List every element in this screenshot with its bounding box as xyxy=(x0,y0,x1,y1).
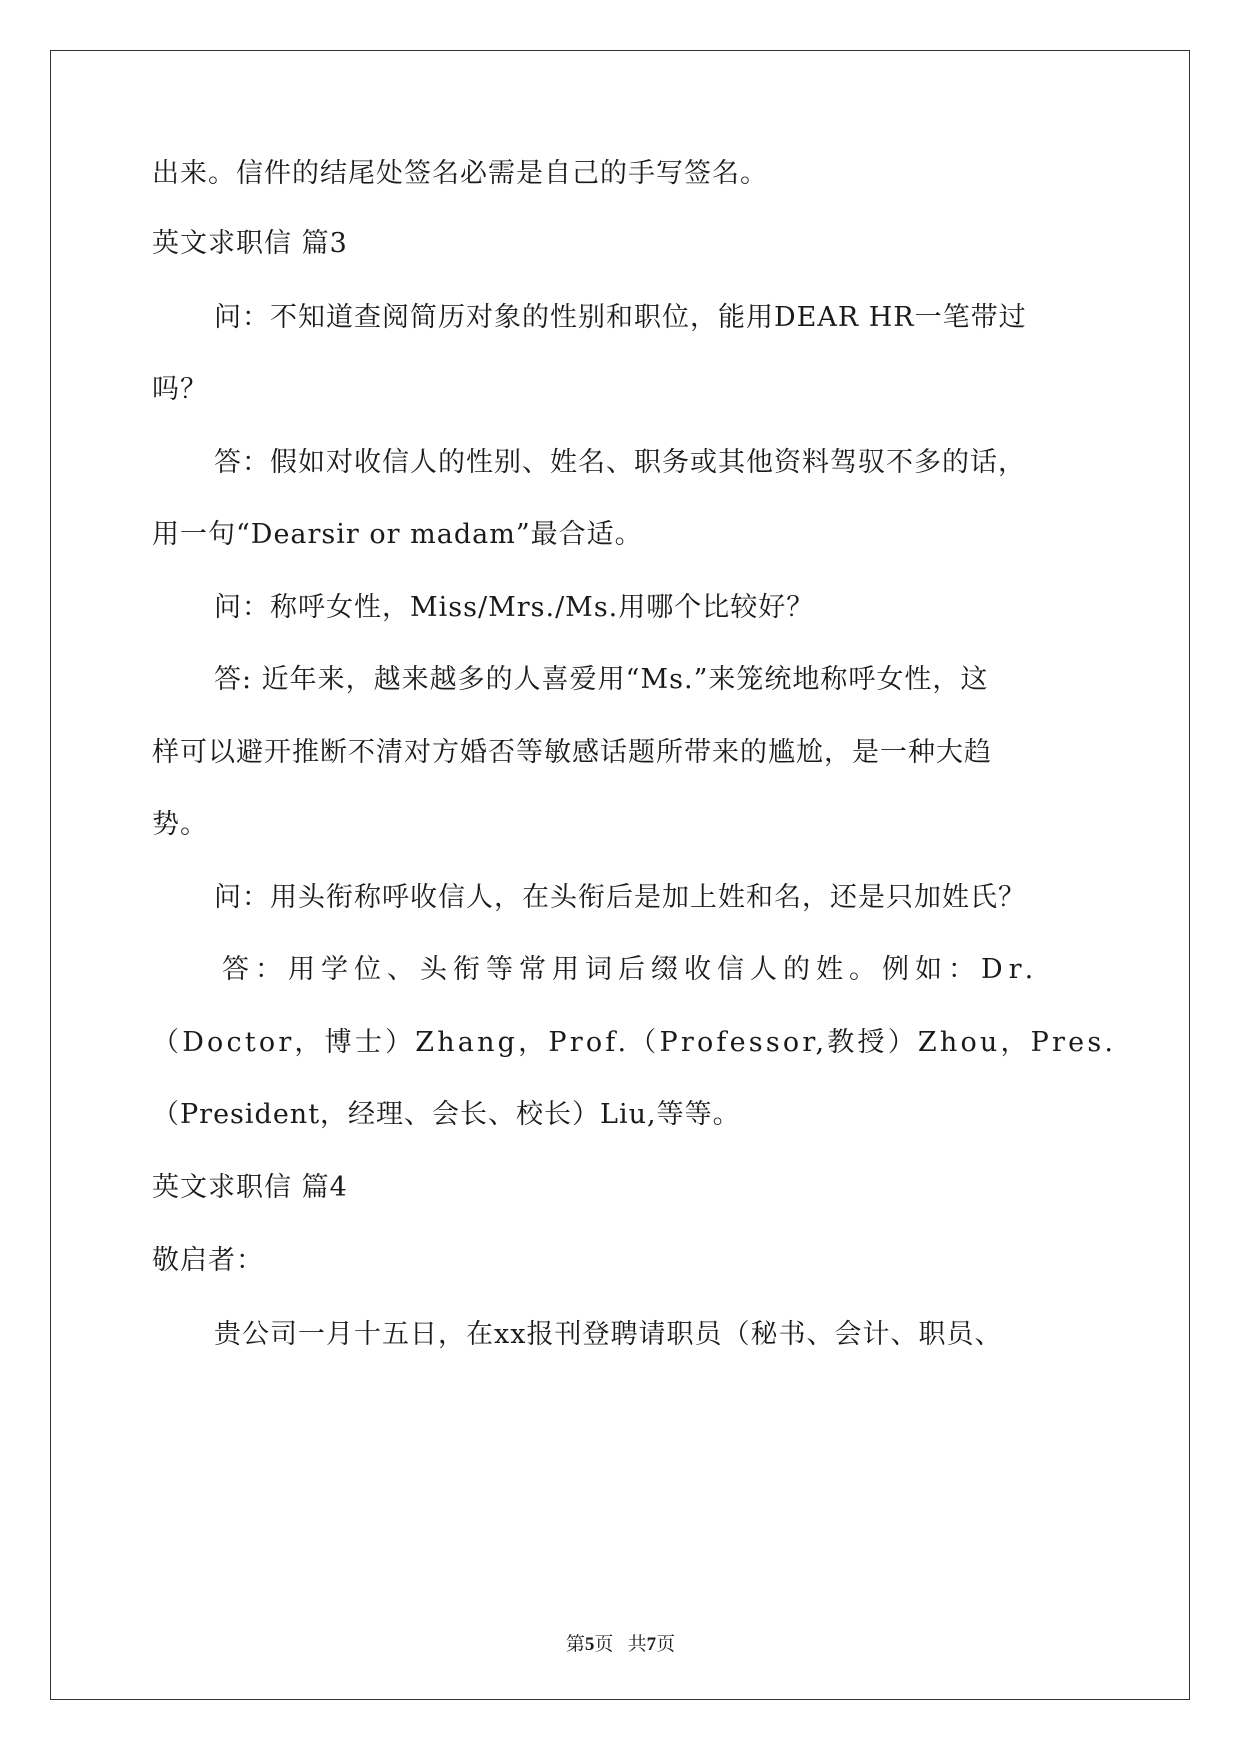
body-text-line: 用一句“Dearsir or madam”最合适。 xyxy=(152,519,643,550)
answer-paragraph: 答：用学位、头衔等常用词后缀收信人的姓。例如：Dr. xyxy=(222,954,1040,985)
body-text-line: 吗？ xyxy=(152,374,208,405)
question-paragraph: 问：用头衔称呼收信人，在头衔后是加上姓和名，还是只加姓氏？ xyxy=(214,882,1026,913)
question-paragraph: 问：不知道查阅简历对象的性别和职位，能用DEAR HR一笔带过 xyxy=(214,302,1027,333)
answer-paragraph: 答：假如对收信人的性别、姓名、职务或其他资料驾驭不多的话， xyxy=(214,447,1026,478)
footer-prefix: 第 xyxy=(565,1634,585,1655)
footer-middle: 页 共 xyxy=(594,1634,647,1655)
question-paragraph: 问：称呼女性，Miss/Mrs./Ms.用哪个比较好？ xyxy=(214,592,815,623)
letter-paragraph: 贵公司一月十五日，在xx报刊登聘请职员（秘书、会计、职员、 xyxy=(214,1319,1003,1350)
section-heading: 英文求职信 篇4 xyxy=(152,1172,348,1203)
answer-paragraph: 答: 近年来，越来越多的人喜爱用“Ms.”来笼统地称呼女性，这 xyxy=(214,664,989,695)
current-page-number: 5 xyxy=(584,1634,595,1655)
total-page-number: 7 xyxy=(646,1634,657,1655)
salutation: 敬启者： xyxy=(152,1245,264,1276)
page-border xyxy=(50,50,1190,1700)
body-text-line: 势。 xyxy=(152,809,208,840)
body-text-line: （Doctor，博士）Zhang，Prof.（Professor,教授）Zhou，Pres. xyxy=(152,1027,1117,1058)
body-text-line: 样可以避开推断不清对方婚否等敏感话题所带来的尴尬，是一种大趋 xyxy=(152,737,992,768)
body-text-line: （President，经理、会长、校长）Liu,等等。 xyxy=(152,1099,741,1130)
body-text-line: 出来。信件的结尾处签名必需是自己的手写签名。 xyxy=(152,158,768,189)
page-footer xyxy=(0,1629,1241,1656)
footer-suffix: 页 xyxy=(656,1634,676,1655)
section-heading: 英文求职信 篇3 xyxy=(152,228,348,259)
